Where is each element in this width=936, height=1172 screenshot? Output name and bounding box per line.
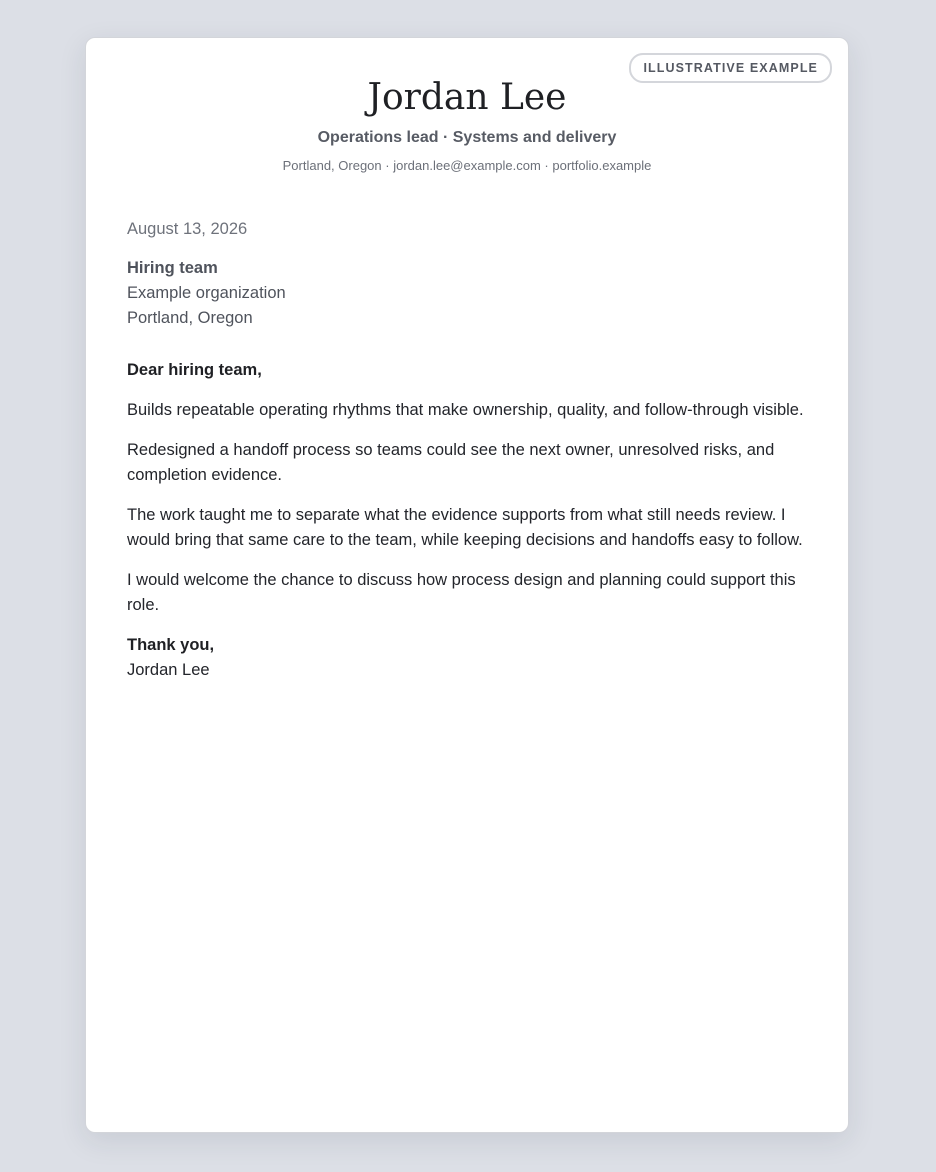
recipient-organization: Example organization — [127, 284, 286, 302]
letter-date: August 13, 2026 — [127, 220, 248, 238]
recipient-name: Hiring team — [127, 259, 218, 277]
signoff: Thank you, — [127, 636, 215, 654]
letter-body — [127, 217, 807, 683]
paragraph: I would welcome the chance to discuss how process design and planning could support this role. — [127, 571, 796, 614]
recipient-block — [127, 256, 807, 331]
letter-header — [86, 74, 848, 175]
paragraph: The work taught me to separate what the evidence supports from what still needs review. I would bring that same care to the team, while keeping decisions and handoffs easy to follow. — [127, 506, 803, 549]
applicant-title: Operations lead · Systems and delivery — [317, 129, 617, 146]
applicant-name: Jordan Lee — [367, 77, 567, 118]
closing-block — [127, 633, 807, 683]
paragraph: Builds repeatable operating rhythms that make ownership, quality, and follow-through visible. — [127, 401, 804, 419]
recipient-location: Portland, Oregon — [127, 309, 253, 327]
salutation: Dear hiring team, — [127, 361, 262, 379]
applicant-contact: Portland, Oregon · jordan.lee@example.com · portfolio.example — [282, 158, 652, 173]
signature-name: Jordan Lee — [127, 661, 210, 679]
cover-letter-page — [85, 37, 849, 1133]
paragraph: Redesigned a handoff process so teams could see the next owner, unresolved risks, and completion evidence. — [127, 441, 775, 484]
illustrative-example-badge: ILLUSTRATIVE EXAMPLE — [629, 53, 832, 83]
